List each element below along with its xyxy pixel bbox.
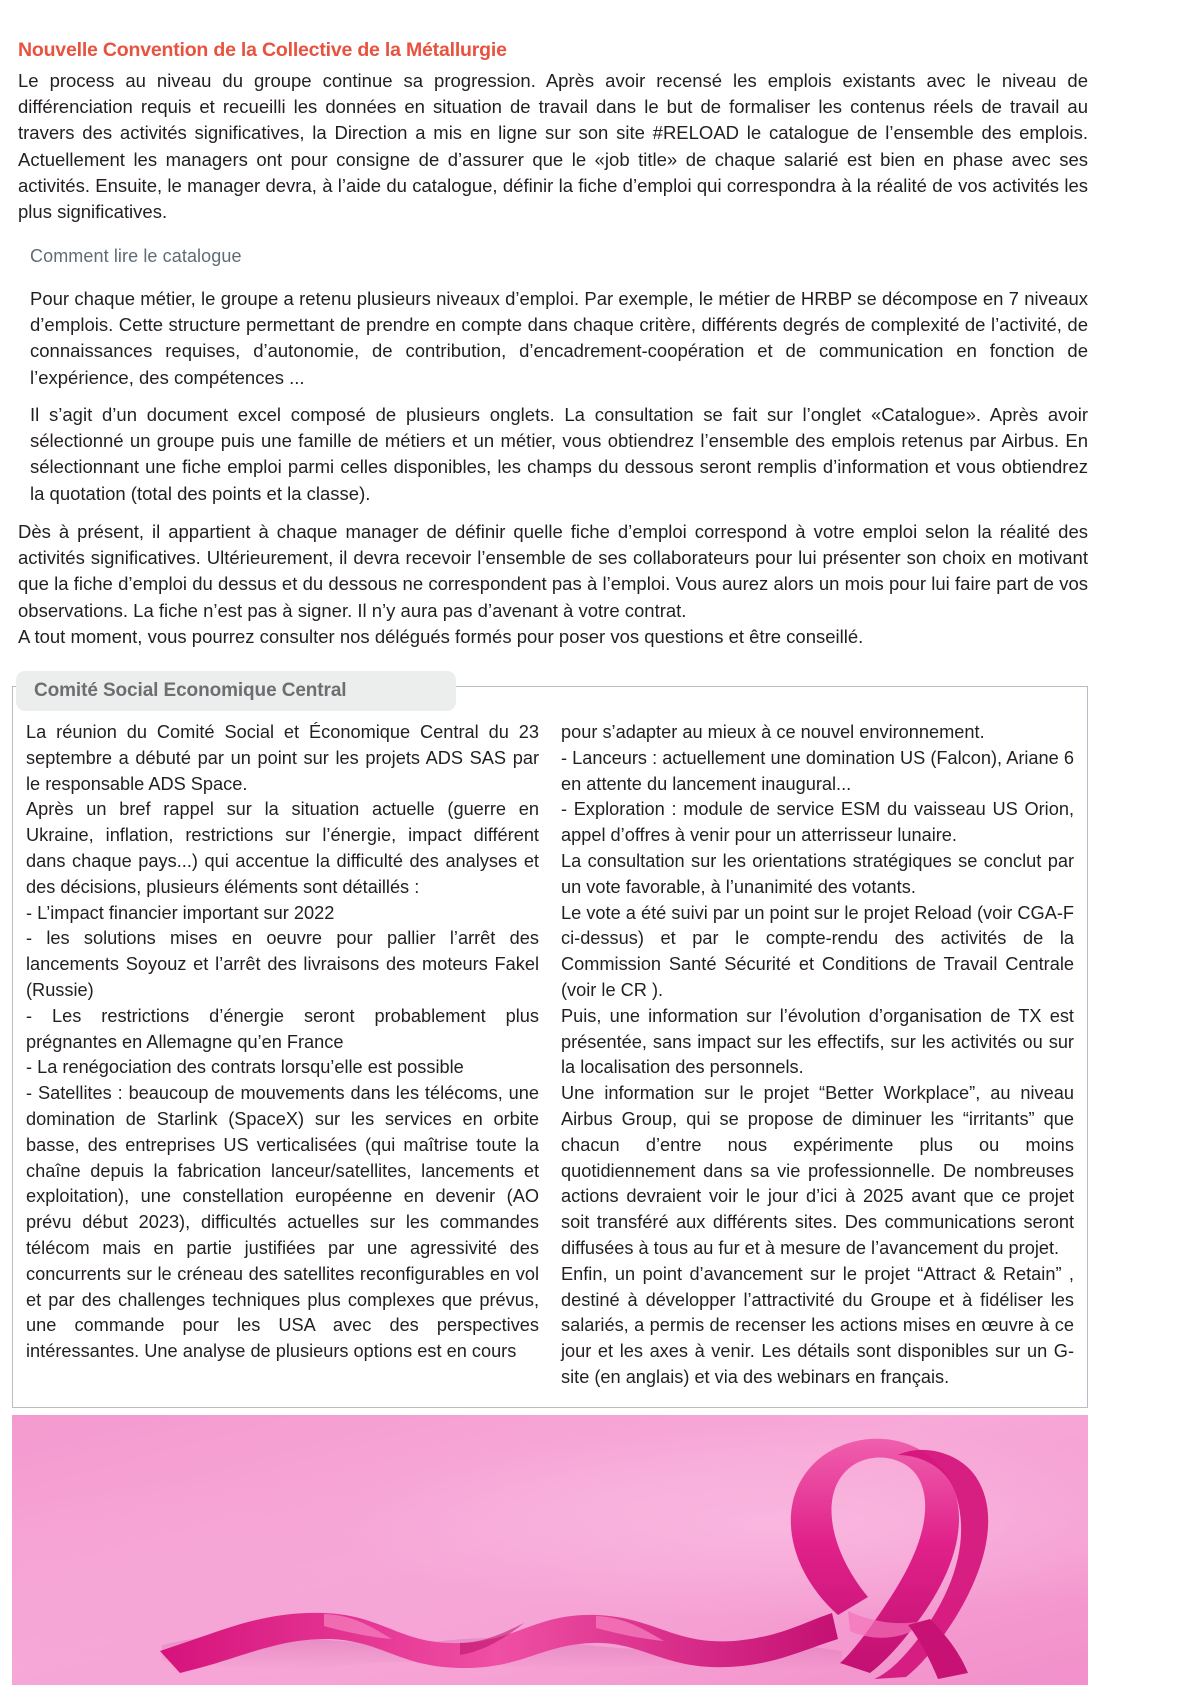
paragraph: La consultation sur les orientations stratégiques se conclut par un vote favorable, à l’unanimité des votants. [561, 850, 1074, 897]
paragraph: - La renégociation des contrats lorsqu’elle est possible [26, 1057, 464, 1078]
paragraph: - Satellites : beaucoup de mouvements dans les télécoms, une domination de Starlink (SpaceX) sur les services en orbite basse, des entreprises US verticalisées (qui maîtrise toute la chaîne depuis la fabrication lanceur/satellites, lancements et exploitation), une constellation européenne en devenir (AO prévu début 2023), difficultés actuelles sur les commandes télécom mais en partie justifiées par une agressivité des concurrents sur le créneau des satellites reconfigurables en vol et par des challenges techniques plus complexes que prévus, une commande pour les USA avec des perspectives intéressantes. Une analyse de plusieurs options est en cours [26, 1083, 539, 1362]
csec-banner [16, 671, 456, 711]
paragraph: La réunion du Comité Social et Économique Central du 23 septembre a débuté par un point sur les projets ADS SAS par le responsable ADS Space. [26, 722, 539, 794]
pink-ribbon-figure [12, 1415, 1088, 1685]
pink-awareness-ribbon-icon [12, 1415, 1088, 1685]
paragraph: - les solutions mises en oeuvre pour pallier l’arrêt des lancements Soyouz et l’arrêt des livraisons des moteurs Fakel (Russie) [26, 928, 539, 1000]
csec-right-column [561, 720, 1074, 1406]
paragraph: - Exploration : module de service ESM du vaisseau US Orion, appel d’offres à venir pour un atterrisseur lunaire. [561, 799, 1074, 846]
paragraph: Puis, une information sur l’évolution d’organisation de TX est présentée, sans impact sur les effectifs, sur les activités ou sur la localisation des personnels. [561, 1005, 1074, 1078]
paragraph: - Lanceurs : actuellement une domination US (Falcon), Ariane 6 en attente du lancement inaugural... [561, 747, 1074, 794]
catalogue-levels-paragraph: Pour chaque métier, le groupe a retenu plusieurs niveaux d’emploi. Par exemple, le métier de HRBP se décompose en 7 niveaux d’emplois. Cette structure permettant de prendre en compte dans chaque critère, différents degrés de complexité de l’activité, de connaissances requises, d’autonomie, de contribution, d’encadrement-coopération et de communication en fonction de l’expérience, des compétences ... [30, 288, 1088, 388]
intro-paragraph: Le process au niveau du groupe continue sa progression. Après avoir recensé les emplois existants avec le niveau de différenciation requis et recueilli les données en situation de travail dans le but de formaliser les contenus réels de travail au travers des activités significatives, la Direction a mis en ligne sur son site #RELOAD le catalogue de l’ensemble des emplois. Actuellement les managers ont pour consigne de d’assurer que le «job title» de chaque salarié est bien en phase avec ses activités. Ensuite, le manager devra, à l’aide du catalogue, définir la fiche d’emploi qui correspondra à la réalité de vos activités les plus significatives. [18, 70, 1088, 223]
paragraph: Une information sur le projet “Better Workplace”, au niveau Airbus Group, qui se propose de diminuer les “irritants” que chacun d’entre nous expérimente plus ou moins quotidiennement dans sa vie professionnelle. De nombreuses actions devraient voir le jour d’ici à 2025 avant que ce projet soit transféré aux différents sites. Des communications seront diffusées à tous au fur et à mesure de l’avancement du projet. [561, 1083, 1074, 1258]
paragraph: - Les restrictions d’énergie seront probablement plus prégnantes en Allemagne qu’en France [26, 1005, 539, 1052]
article-title: Nouvelle Convention de la Collective de la Métallurgie [18, 39, 507, 62]
closing-paragraph-last-line: A tout moment, vous pourrez consulter nos délégués formés pour poser vos questions et être conseillé. [18, 625, 864, 647]
closing-paragraph-text: Dès à présent, il appartient à chaque manager de définir quelle fiche d’emploi correspond à votre emploi selon la réalité des activités significatives. Ultérieurement, il devra recevoir l’ensemble de ses collaborateurs pour lui présenter son choix en motivant que la fiche d’emploi du dessus et du dessous ne correspondent pas à l’emploi. Vous aurez alors un mois pour lui faire part de vos observations. La fiche n’est pas à signer. Il n’y aura pas d’avenant à votre contrat. [18, 521, 1088, 621]
paragraph: pour s’adapter au mieux à ce nouvel environnement. [561, 722, 985, 742]
paragraph: Enfin, un point d’avancement sur le projet “Attract & Retain” , destiné à développer l’attractivité du Groupe et à fidéliser les salariés, a permis de recenser les actions mises en œuvre à ce jour et les axes à venir. Les détails sont disponibles sur un G-site (en anglais) et via des webinars en français. [561, 1263, 1074, 1387]
catalogue-usage-paragraph: Il s’agit d’un document excel composé de plusieurs onglets. La consultation se fait sur l’onglet «Catalogue». Après avoir sélectionné un groupe puis une famille de métiers et un métier, vous obtiendrez l’ensemble des emplois retenus par Airbus. En sélectionnant une fiche emploi parmi celles disponibles, les champs du dessous seront remplis d’information et vous obtiendrez la quotation (total des points et la classe). [30, 404, 1088, 504]
paragraph: - L’impact financier important sur 2022 [26, 902, 335, 923]
csec-left-column [26, 720, 539, 1406]
csec-columns [12, 720, 1088, 1406]
paragraph: Le vote a été suivi par un point sur le projet Reload (voir CGA-F ci-dessus) et par le compte-rendu des activités de la Commission Santé Sécurité et Conditions de Travail Centrale (voir le CR ). [561, 902, 1074, 1000]
closing-paragraph-block [18, 519, 1088, 650]
paragraph: Après un bref rappel sur la situation actuelle (guerre en Ukraine, inflation, restrictions sur l’énergie, impact différent dans chaque pays...) qui accentue la difficulté des analyses et des décisions, plusieurs éléments sont détaillés : [26, 799, 539, 897]
section-subheading: Comment lire le catalogue [30, 246, 242, 266]
csec-banner-label: Comité Social Economique Central [34, 680, 347, 701]
